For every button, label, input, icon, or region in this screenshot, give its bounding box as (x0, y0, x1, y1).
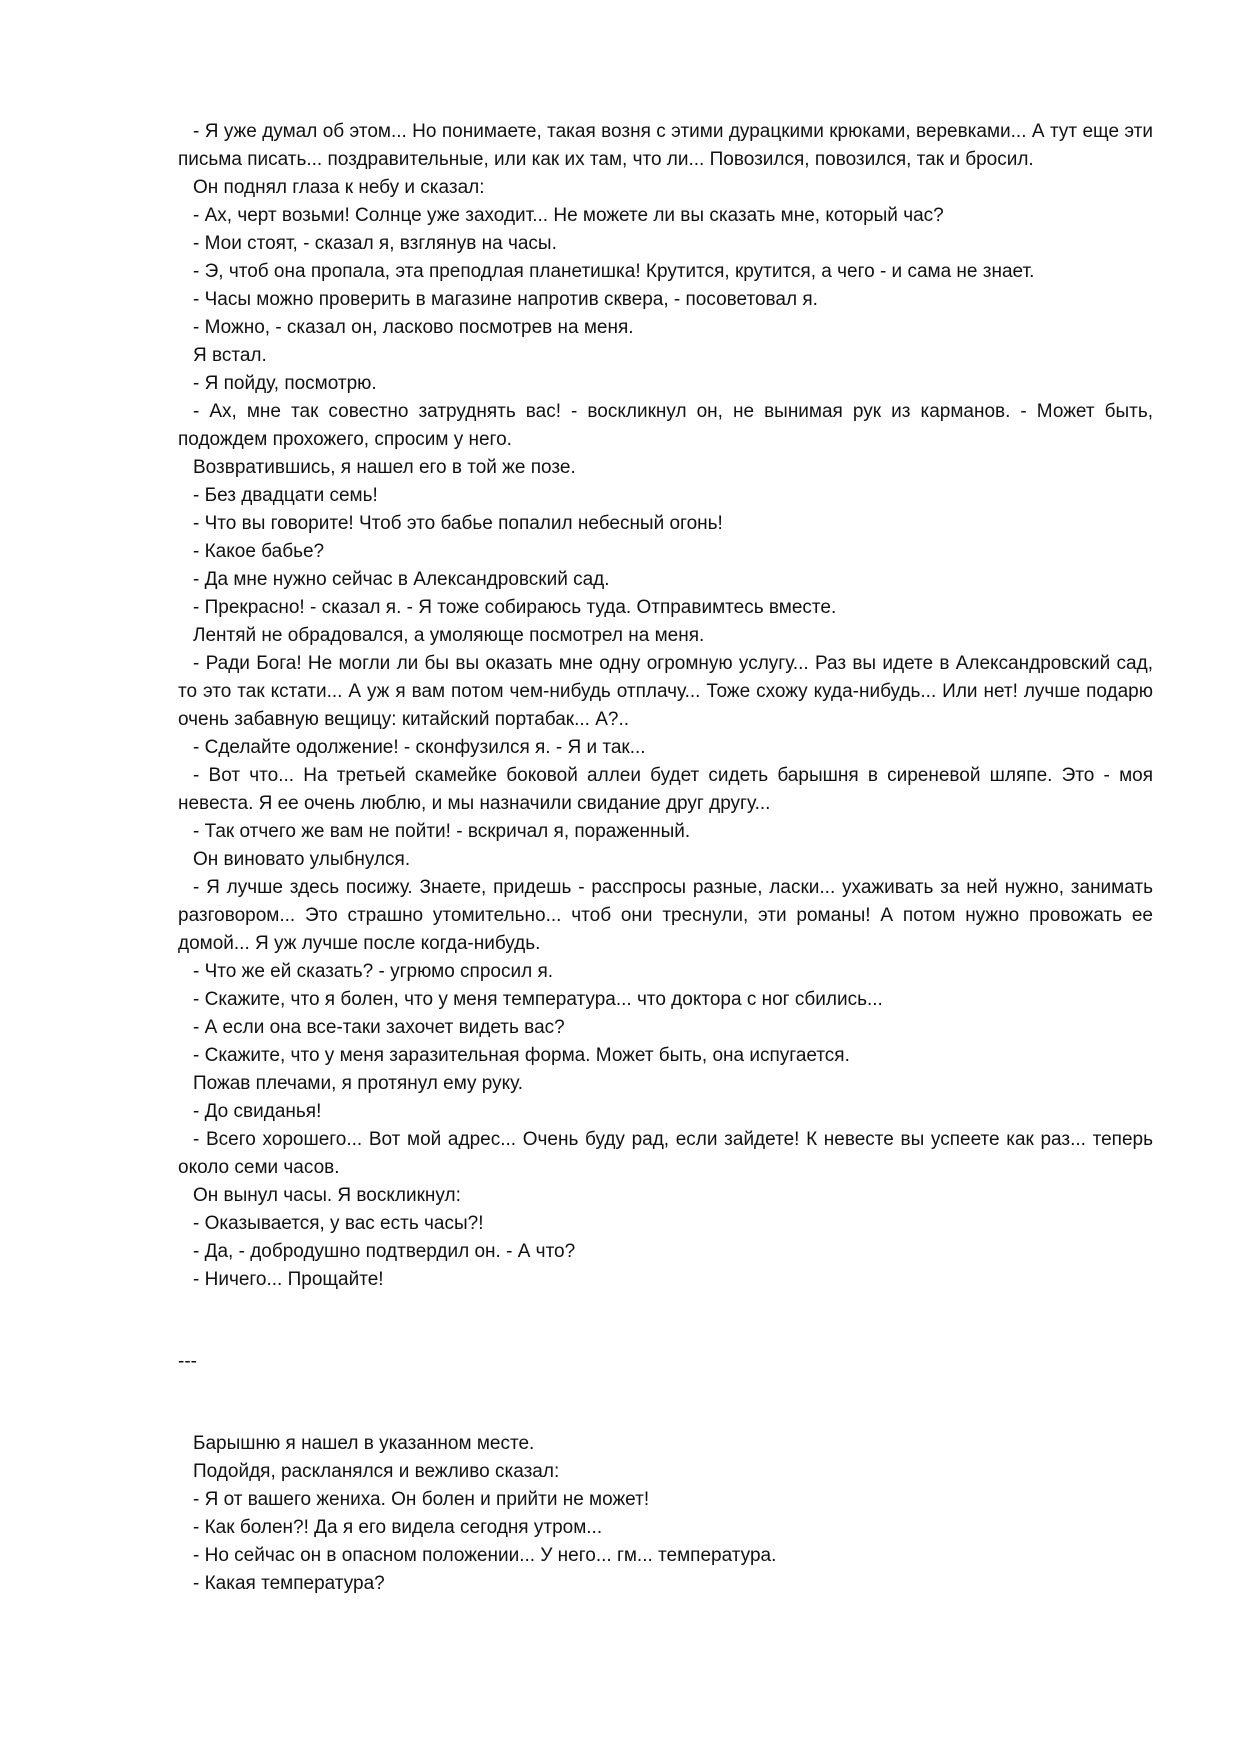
paragraph: - Я пойду, посмотрю. (193, 373, 377, 394)
paragraph: - Всего хорошего... Вот мой адрес... Очень буду рад, если зайдете! К невесте вы успеете как раз... теперь около семи часов. (178, 1129, 1153, 1178)
paragraph: - Ради Бога! Не могли ли бы вы оказать мне одну огромную услугу... Раз вы идете в Александровский сад, то это так кстати... А уж я вам потом чем-нибудь отплачу... Тоже схожу куда-нибудь... Или нет! лучше подарю очень забавную вещицу: китайский портабак... А?.. (178, 653, 1153, 730)
paragraph: Барышню я нашел в указанном месте. (193, 1433, 535, 1454)
paragraph: - Какое бабье? (193, 541, 325, 562)
section-separator: --- (178, 1351, 197, 1372)
paragraph: - Вот что... На третьей скамейке боковой аллеи будет сидеть барышня в сиреневой шляпе. Это - моя невеста. Я ее очень люблю, и мы назначили свидание друг другу... (178, 765, 1153, 814)
paragraph: Я встал. (193, 345, 267, 366)
text-section-2 (178, 1430, 1153, 1598)
paragraph: - Прекрасно! - сказал я. - Я тоже собираюсь туда. Отправимтесь вместе. (193, 597, 837, 618)
paragraph: Он виновато улыбнулся. (193, 849, 411, 870)
paragraph: - Сделайте одолжение! - сконфузился я. - Я и так... (193, 737, 646, 758)
paragraph: - До свиданья! (193, 1101, 322, 1122)
paragraph: - Ничего... Прощайте! (193, 1269, 384, 1290)
paragraph: Возвратившись, я нашел его в той же позе. (193, 457, 576, 478)
paragraph: - Да, - добродушно подтвердил он. - А что? (193, 1241, 576, 1262)
paragraph: Он поднял глаза к небу и сказал: (193, 177, 485, 198)
paragraph: - Ах, черт возьми! Солнце уже заходит... Не можете ли вы сказать мне, который час? (193, 205, 944, 226)
paragraph: - Какая температура? (193, 1573, 385, 1594)
paragraph: - Да мне нужно сейчас в Александровский сад. (193, 569, 610, 590)
paragraph: - Ах, мне так совестно затруднять вас! - воскликнул он, не вынимая рук из карманов. - Может быть, подождем прохожего, спросим у него. (178, 401, 1153, 450)
paragraph: Лентяй не обрадовался, а умоляюще посмотрел на меня. (193, 625, 705, 646)
paragraph: - Я лучше здесь посижу. Знаете, придешь - расспросы разные, ласки... ухаживать за ней нужно, занимать разговором... Это страшно утомительно... чтоб они треснули, эти романы! А потом нужно провожать ее домой... Я уж лучше после когда-нибудь. (178, 877, 1153, 954)
paragraph: - Так отчего же вам не пойти! - вскричал я, пораженный. (193, 821, 691, 842)
text-section-1 (178, 118, 1153, 1294)
paragraph: - Скажите, что я болен, что у меня температура... что доктора с ног сбились... (193, 989, 883, 1010)
paragraph: - Э, чтоб она пропала, эта преподлая планетишка! Крутится, крутится, а чего - и сама не знает. (193, 261, 1035, 282)
paragraph: Он вынул часы. Я воскликнул: (193, 1185, 461, 1206)
paragraph: - Я уже думал об этом... Но понимаете, такая возня с этими дурацкими крюками, веревками... А тут еще эти письма писать... поздравительные, или как их там, что ли... Повозился, повозился, так и бросил. (178, 121, 1153, 170)
paragraph: - Скажите, что у меня заразительная форма. Может быть, она испугается. (193, 1045, 850, 1066)
paragraph: - А если она все-таки захочет видеть вас? (193, 1017, 565, 1038)
paragraph: - Но сейчас он в опасном положении... У него... гм... температура. (193, 1545, 777, 1566)
paragraph: Подойдя, раскланялся и вежливо сказал: (193, 1461, 560, 1482)
paragraph: Пожав плечами, я протянул ему руку. (193, 1073, 524, 1094)
paragraph: - Мои стоят, - сказал я, взглянув на часы. (193, 233, 557, 254)
paragraph: - Как болен?! Да я его видела сегодня утром... (193, 1517, 603, 1538)
paragraph: - Что же ей сказать? - угрюмо спросил я. (193, 961, 554, 982)
paragraph: - Часы можно проверить в магазине напротив сквера, - посоветовал я. (193, 289, 818, 310)
paragraph: - Оказывается, у вас есть часы?! (193, 1213, 484, 1234)
paragraph: - Можно, - сказал он, ласково посмотрев на меня. (193, 317, 634, 338)
paragraph: - Я от вашего жениха. Он болен и прийти не может! (193, 1489, 650, 1510)
paragraph: - Что вы говорите! Чтоб это бабье попалил небесный огонь! (193, 513, 723, 534)
paragraph: - Без двадцати семь! (193, 485, 378, 506)
